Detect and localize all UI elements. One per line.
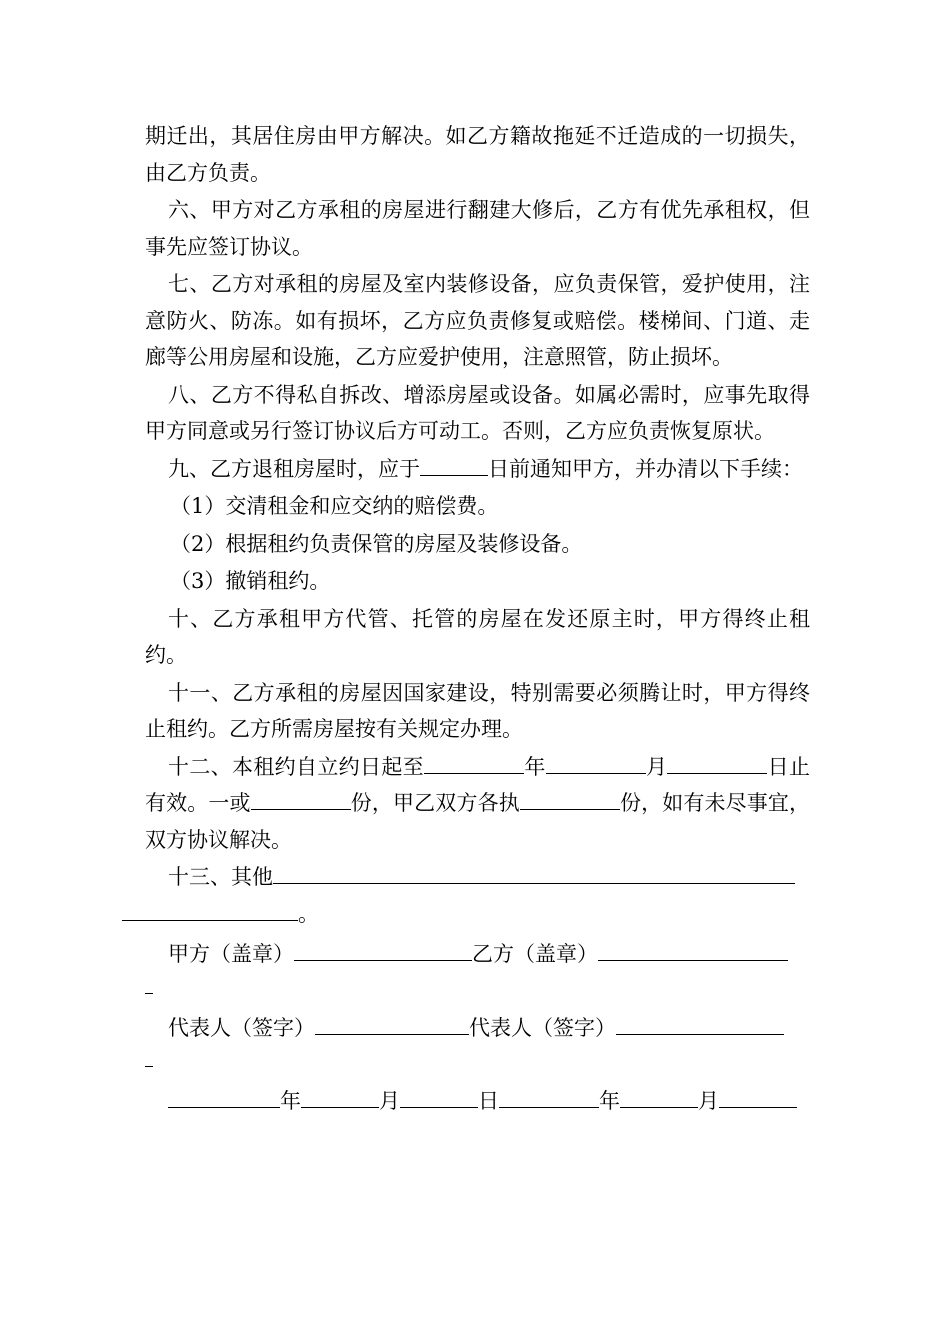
month-label: 月 (645, 754, 668, 779)
other-terms-blank-line-2[interactable] (122, 899, 298, 921)
party-b-month-label: 月 (698, 1089, 719, 1113)
clause-9-text-b: 日前通知甲方，并办清以下手续： (488, 456, 803, 481)
clause-12 (145, 749, 810, 859)
clause-13 (145, 859, 810, 932)
year-label: 年 (524, 754, 546, 779)
party-a-year-blank[interactable] (168, 1086, 280, 1108)
party-b-year-blank[interactable] (499, 1086, 599, 1108)
clause-12-text-b: 止有效。一或 (145, 754, 811, 815)
notice-days-blank[interactable] (420, 454, 488, 476)
party-b-month-blank[interactable] (620, 1086, 698, 1108)
clause-13-text: 十三、其他 (168, 865, 273, 889)
party-a-year-label: 年 (280, 1089, 301, 1113)
clause-9-text-a: 九、乙方退租房屋时，应于 (168, 456, 420, 481)
party-b-day-blank[interactable] (719, 1086, 797, 1108)
party-a-seal-label: 甲方（盖章） (168, 942, 294, 966)
end-year-blank[interactable] (424, 752, 524, 774)
clause-7: 七、乙方对承租的房屋及室内装修设备，应负责保管，爱护使用，注意防火、防冻。如有损坏，乙方应负责修复或赔偿。楼梯间、门道、走廊等公用房屋和设施，乙方应爱护使用，注意照管，防止损坏。 (145, 272, 810, 369)
clause-9 (145, 451, 810, 488)
party-a-seal-blank[interactable] (294, 939, 472, 961)
date-row (145, 1083, 810, 1120)
party-b-rep-label: 代表人（签字） (469, 1015, 616, 1040)
party-a-month-label: 月 (379, 1089, 400, 1113)
other-terms-blank[interactable] (273, 862, 795, 884)
party-a-day-label: 日 (478, 1089, 499, 1113)
clause-10: 十、乙方承租甲方代管、托管的房屋在发还原主时，甲方得终止租约。 (145, 606, 810, 667)
party-a-rep-blank[interactable] (315, 1013, 469, 1035)
contract-body (145, 118, 810, 1120)
clause-12-text-a: 十二、本租约自立约日起至 (168, 754, 424, 779)
party-b-seal-blank[interactable] (598, 939, 788, 961)
clause-9-item-1: （1）交清租金和应交纳的赔偿费。 (170, 494, 499, 518)
clause-5-continuation: 期迁出，其居住房由甲方解决。如乙方籍故拖延不迁造成的一切损失，由乙方负责。 (145, 124, 810, 185)
party-a-day-blank[interactable] (400, 1086, 478, 1108)
day-label: 日 (767, 754, 790, 779)
party-a-rep-label: 代表人（签字） (168, 1015, 315, 1040)
clause-9-item-2: （2）根据租约负责保管的房屋及装修设备。 (170, 531, 583, 556)
clause-9-item-3: （3）撤销租约。 (170, 569, 331, 593)
representative-row (145, 1010, 810, 1047)
party-b-rep-blank[interactable] (616, 1013, 784, 1035)
copies-each-blank[interactable] (520, 788, 620, 810)
copies-blank[interactable] (251, 788, 351, 810)
party-b-year-label: 年 (599, 1089, 620, 1113)
seal-row-overflow-line (145, 973, 153, 994)
clause-13-end: 。 (298, 901, 319, 926)
rep-row-overflow-line (145, 1046, 153, 1067)
clause-11: 十一、乙方承租的房屋因国家建设，特别需要必须腾让时，甲方得终止租约。乙方所需房屋按有关规定办理。 (145, 680, 810, 741)
end-day-blank[interactable] (667, 752, 767, 774)
clause-8: 八、乙方不得私自拆改、增添房屋或设备。如属必需时，应事先取得甲方同意或另行签订协议后方可动工。否则，乙方应负责恢复原状。 (145, 382, 810, 443)
party-b-seal-label: 乙方（盖章） (472, 942, 598, 966)
clause-6: 六、甲方对乙方承租的房屋进行翻建大修后，乙方有优先承租权，但事先应签订协议。 (145, 198, 810, 259)
party-a-month-blank[interactable] (301, 1086, 379, 1108)
seal-row (145, 936, 810, 973)
end-month-blank[interactable] (546, 752, 646, 774)
clause-12-text-c: 份，甲乙双方各执 (350, 791, 520, 815)
clause-12-text-d: 份，如有未尽事宜，双方协议解决。 (145, 791, 811, 852)
